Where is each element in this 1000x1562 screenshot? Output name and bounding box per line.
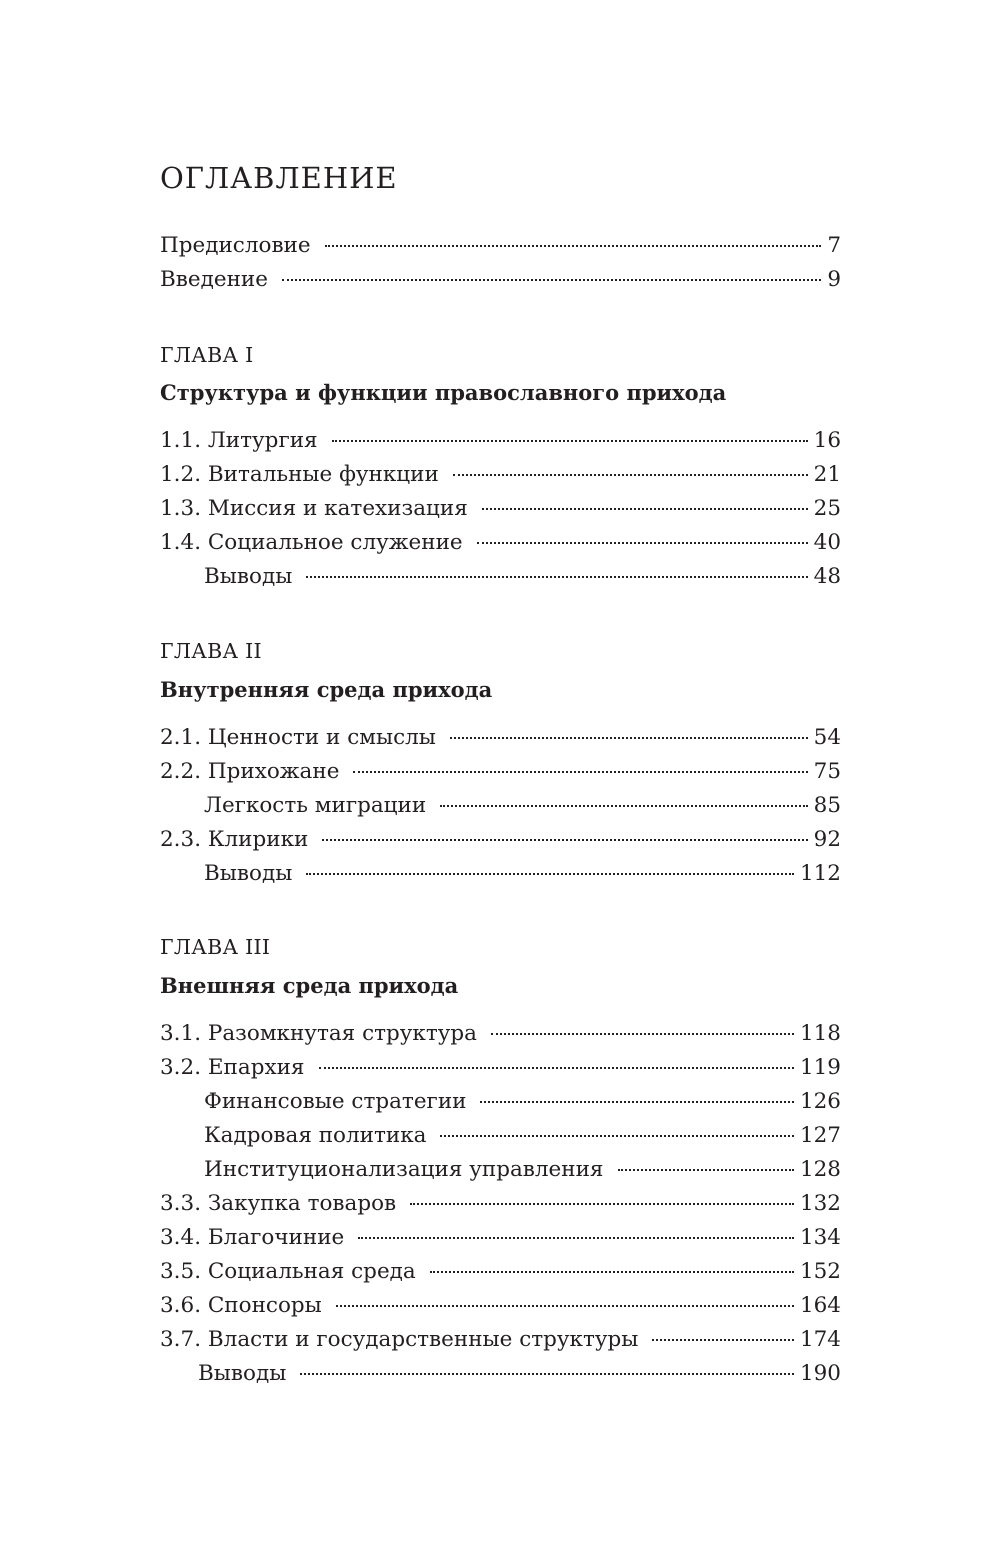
entry-label: 2.2. Прихожане xyxy=(160,759,340,784)
chapter-3-label: ГЛАВА III xyxy=(160,935,271,959)
toc-entry[interactable] xyxy=(160,789,841,823)
entry-label: 3.6. Спонсоры xyxy=(160,1293,322,1318)
entry-label: Кадровая политика xyxy=(204,1123,427,1148)
toc-entry[interactable] xyxy=(160,1153,841,1187)
entry-page: 112 xyxy=(799,861,841,886)
dot-leader xyxy=(325,245,822,247)
dot-leader xyxy=(319,1067,794,1069)
entry-page: 48 xyxy=(813,564,841,589)
toc-entry[interactable] xyxy=(160,424,841,458)
chapter-2-heading: Внутренняя среда прихода xyxy=(160,677,493,702)
entry-label: 1.2. Витальные функции xyxy=(160,462,439,487)
toc-entry-introduction[interactable] xyxy=(160,263,841,297)
entry-page: 119 xyxy=(799,1055,841,1080)
dot-leader xyxy=(353,771,807,773)
dot-leader xyxy=(322,839,807,841)
entry-page: 128 xyxy=(799,1157,841,1182)
chapter-2-entries xyxy=(160,721,841,891)
entry-label: Выводы xyxy=(204,861,293,886)
entry-label: 3.5. Социальная среда xyxy=(160,1259,416,1284)
entry-page: 40 xyxy=(813,530,841,555)
dot-leader xyxy=(450,737,808,739)
entry-label: Введение xyxy=(160,267,268,292)
toc-entry[interactable] xyxy=(160,1289,841,1323)
dot-leader xyxy=(618,1169,794,1171)
dot-leader xyxy=(491,1033,794,1035)
dot-leader xyxy=(306,873,794,875)
toc-entry[interactable] xyxy=(160,1357,841,1391)
dot-leader xyxy=(440,1135,793,1137)
toc-entry[interactable] xyxy=(160,492,841,526)
entry-page: 134 xyxy=(799,1225,841,1250)
entry-label: 2.1. Ценности и смыслы xyxy=(160,725,436,750)
toc-entry[interactable] xyxy=(160,721,841,755)
toc-entry[interactable] xyxy=(160,1051,841,1085)
entry-page: 92 xyxy=(813,827,841,852)
toc-title: ОГЛАВЛЕНИЕ xyxy=(160,161,398,195)
toc-entry[interactable] xyxy=(160,755,841,789)
toc-entry-preface[interactable] xyxy=(160,229,841,263)
front-matter-list xyxy=(160,229,841,297)
chapter-1-heading: Структура и функции православного прихода xyxy=(160,380,727,405)
dot-leader xyxy=(410,1203,794,1205)
chapter-3-entries xyxy=(160,1017,841,1391)
entry-page: 132 xyxy=(799,1191,841,1216)
dot-leader xyxy=(480,1101,793,1103)
toc-entry[interactable] xyxy=(160,1323,841,1357)
chapter-2-label: ГЛАВА II xyxy=(160,639,262,663)
entry-page: 54 xyxy=(813,725,841,750)
entry-label: Предисловие xyxy=(160,233,311,258)
toc-entry[interactable] xyxy=(160,1119,841,1153)
dot-leader xyxy=(300,1373,794,1375)
toc-entry[interactable] xyxy=(160,1187,841,1221)
entry-page: 9 xyxy=(827,267,841,292)
entry-label: Финансовые стратегии xyxy=(204,1089,467,1114)
entry-page: 16 xyxy=(813,428,841,453)
toc-entry[interactable] xyxy=(160,1085,841,1119)
entry-page: 174 xyxy=(799,1327,841,1352)
entry-label: Выводы xyxy=(198,1361,287,1386)
dot-leader xyxy=(482,508,808,510)
entry-page: 85 xyxy=(813,793,841,818)
toc-entry[interactable] xyxy=(160,823,841,857)
entry-label: 3.3. Закупка товаров xyxy=(160,1191,397,1216)
dot-leader xyxy=(282,279,821,281)
chapter-3-heading: Внешняя среда прихода xyxy=(160,973,459,998)
entry-page: 164 xyxy=(799,1293,841,1318)
entry-page: 127 xyxy=(799,1123,841,1148)
dot-leader xyxy=(306,576,807,578)
dot-leader xyxy=(358,1237,794,1239)
entry-label: Выводы xyxy=(204,564,293,589)
toc-entry[interactable] xyxy=(160,458,841,492)
toc-entry[interactable] xyxy=(160,857,841,891)
entry-label: 1.4. Социальное служение xyxy=(160,530,463,555)
dot-leader xyxy=(652,1339,794,1341)
toc-entry[interactable] xyxy=(160,1255,841,1289)
toc-entry[interactable] xyxy=(160,1221,841,1255)
entry-label: 3.2. Епархия xyxy=(160,1055,305,1080)
chapter-1-entries xyxy=(160,424,841,594)
entry-page: 118 xyxy=(799,1021,841,1046)
dot-leader xyxy=(430,1271,794,1273)
entry-label: 2.3. Клирики xyxy=(160,827,309,852)
toc-entry[interactable] xyxy=(160,526,841,560)
entry-label: 1.3. Миссия и катехизация xyxy=(160,496,468,521)
entry-label: Институционализация управления xyxy=(204,1157,604,1182)
dot-leader xyxy=(332,440,808,442)
entry-page: 75 xyxy=(813,759,841,784)
dot-leader xyxy=(336,1305,794,1307)
entry-page: 7 xyxy=(827,233,841,258)
entry-page: 25 xyxy=(813,496,841,521)
entry-label: 3.1. Разомкнутая структура xyxy=(160,1021,477,1046)
entry-label: 3.7. Власти и государственные структуры xyxy=(160,1327,639,1352)
dot-leader xyxy=(453,474,808,476)
entry-page: 152 xyxy=(799,1259,841,1284)
entry-page: 21 xyxy=(813,462,841,487)
toc-entry[interactable] xyxy=(160,560,841,594)
entry-page: 126 xyxy=(799,1089,841,1114)
toc-entry[interactable] xyxy=(160,1017,841,1051)
dot-leader xyxy=(440,805,807,807)
entry-label: 1.1. Литургия xyxy=(160,428,318,453)
dot-leader xyxy=(477,542,808,544)
entry-label: Легкость миграции xyxy=(204,793,427,818)
chapter-1-label: ГЛАВА I xyxy=(160,343,254,367)
entry-label: 3.4. Благочиние xyxy=(160,1225,345,1250)
entry-page: 190 xyxy=(799,1361,841,1386)
